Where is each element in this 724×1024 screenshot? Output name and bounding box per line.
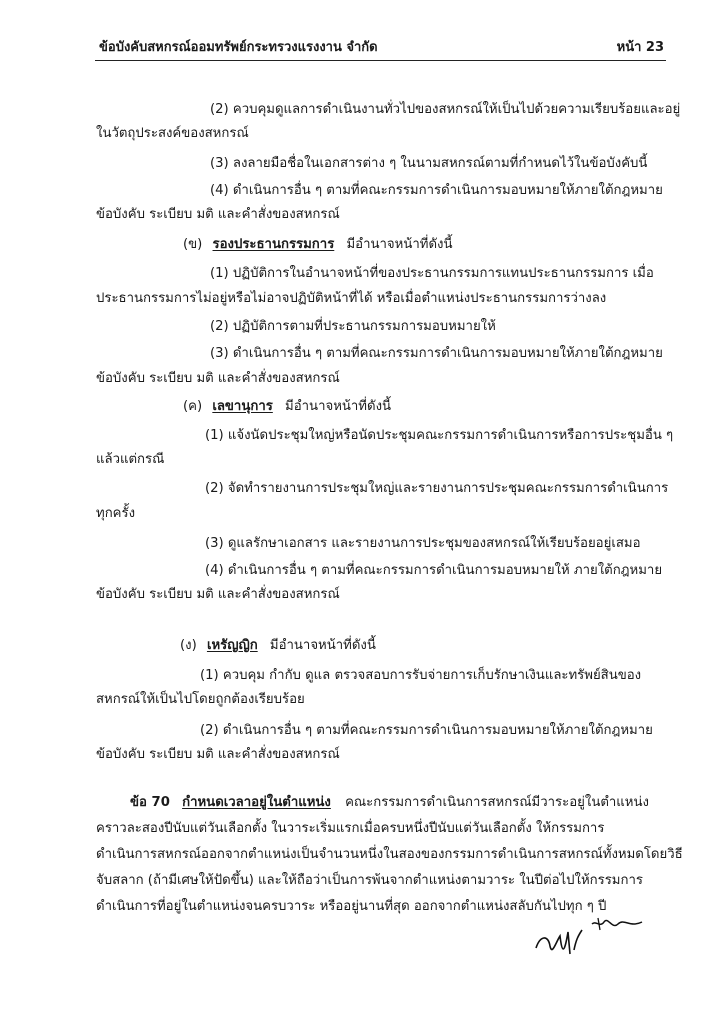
- header-rule: [95, 60, 666, 61]
- text-line: ข้อบังคับ ระเบียบ มติ และคำสั่งของสหกรณ์: [96, 207, 340, 222]
- text-line: (1) แจ้งนัดประชุมใหญ่หรือนัดประชุมคณะกรรมการดำเนินการหรือการประชุมอื่น ๆ: [205, 428, 674, 443]
- section-title: เหรัญญิก: [206, 638, 258, 653]
- text-line: (2) จัดทำรายงานการประชุมใหญ่และรายงานการประชุมคณะกรรมการดำเนินการ: [205, 481, 669, 496]
- text-line: (2) ปฏิบัติการตามที่ประธานกรรมการมอบหมายให้: [210, 319, 496, 334]
- text-line: ข้อบังคับ ระเบียบ มติ และคำสั่งของสหกรณ์: [96, 371, 340, 386]
- text-line: คราวละสองปีนับแต่วันเลือกตั้ง ในวาระเริ่มแรกเมื่อครบหนึ่งปีนับแต่วันเลือกตั้ง ให้กรรมการ: [96, 821, 605, 836]
- section-number: (ง): [180, 638, 197, 653]
- article-title: กำหนดเวลาอยู่ในตำแหน่ง: [182, 795, 331, 810]
- text-line: (2) ควบคุมดูแลการดำเนินงานทั่วไปของสหกรณ์ให้เป็นไปด้วยความเรียบร้อยและอยู่: [210, 102, 681, 117]
- article-number: ข้อ 70: [130, 795, 170, 810]
- text-line: (1) ควบคุม กำกับ ดูแล ตรวจสอบการรับจ่ายการเก็บรักษาเงินและทรัพย์สินของ: [200, 668, 642, 683]
- page-number: หน้า 23: [616, 40, 664, 55]
- text-line: (3) ดูแลรักษาเอกสาร และรายงานการประชุมของสหกรณ์ให้เรียบร้อยอยู่เสมอ: [205, 536, 641, 551]
- section-text: มีอำนาจหน้าที่ดังนี้: [285, 399, 392, 414]
- article-heading: [130, 794, 649, 812]
- handwritten-signature-icon: [530, 906, 650, 966]
- text-line: (3) ลงลายมือชื่อในเอกสารต่าง ๆ ในนามสหกรณ์ตามที่กำหนดไว้ในข้อบังคับนี้: [210, 156, 648, 171]
- text-line: (3) ดำเนินการอื่น ๆ ตามที่คณะกรรมการดำเนินการมอบหมายให้ภายใต้กฎหมาย: [210, 346, 663, 361]
- section-heading: [183, 398, 391, 416]
- text-line: ดำเนินการสหกรณ์ออกจากตำแหน่งเป็นจำนวนหนึ่งในสองของกรรมการดำเนินการสหกรณ์ทั้งหมดโดยวิธี: [96, 847, 683, 862]
- text-line: แล้วแต่กรณี: [96, 452, 165, 467]
- section-text: มีอำนาจหน้าที่ดังนี้: [269, 638, 376, 653]
- text-line: ข้อบังคับ ระเบียบ มติ และคำสั่งของสหกรณ์: [96, 747, 340, 762]
- section-text: มีอำนาจหน้าที่ดังนี้: [346, 237, 453, 252]
- section-title: รองประธานกรรมการ: [212, 237, 335, 252]
- text-line: (1) ปฏิบัติการในอำนาจหน้าที่ของประธานกรรมการแทนประธานกรรมการ เมื่อ: [210, 266, 654, 281]
- text-line: ดำเนินการที่อยู่ในตำแหน่งจนครบวาระ หรืออยู่นานที่สุด ออกจากตำแหน่งสลับกันไปทุก ๆ ปี: [96, 899, 607, 914]
- text-line: ข้อบังคับ ระเบียบ มติ และคำสั่งของสหกรณ์: [96, 587, 340, 602]
- header-title: ข้อบังคับสหกรณ์ออมทรัพย์กระทรวงแรงงาน จำกัด: [99, 40, 378, 55]
- section-number: (ค): [183, 399, 203, 414]
- section-heading: [180, 637, 376, 655]
- article-text: คณะกรรมการดำเนินการสหกรณ์มีวาระอยู่ในตำแหน่ง: [345, 795, 649, 810]
- text-line: (4) ดำเนินการอื่น ๆ ตามที่คณะกรรมการดำเนินการมอบหมายให้ ภายใต้กฎหมาย: [205, 563, 663, 578]
- text-line: (4) ดำเนินการอื่น ๆ ตามที่คณะกรรมการดำเนินการมอบหมายให้ภายใต้กฎหมาย: [210, 183, 663, 198]
- text-line: ทุกครั้ง: [96, 506, 136, 521]
- text-line: (2) ดำเนินการอื่น ๆ ตามที่คณะกรรมการดำเนินการมอบหมายให้ภายใต้กฎหมาย: [200, 723, 653, 738]
- text-line: จับสลาก (ถ้ามีเศษให้ปัดขึ้น) และให้ถือว่าเป็นการพ้นจากตำแหน่งตามวาระ ในปีต่อไปให้กรรมการ: [96, 873, 643, 888]
- section-number: (ข): [183, 237, 203, 252]
- text-line: ในวัตถุประสงค์ของสหกรณ์: [96, 126, 249, 141]
- text-line: สหกรณ์ให้เป็นไปโดยถูกต้องเรียบร้อย: [96, 692, 305, 707]
- section-heading: [183, 236, 452, 254]
- section-title: เลขานุการ: [212, 399, 273, 414]
- text-line: ประธานกรรมการไม่อยู่หรือไม่อาจปฏิบัติหน้าที่ได้ หรือเมื่อตำแหน่งประธานกรรมการว่างลง: [96, 291, 607, 306]
